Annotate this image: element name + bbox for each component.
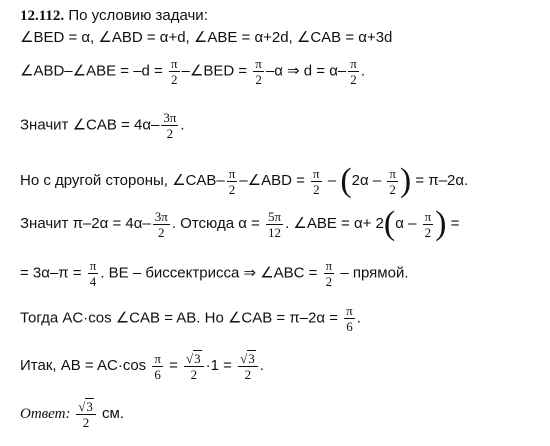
text-segment: Значит π–2α = 4α– bbox=[20, 214, 151, 232]
answer-unit: см. bbox=[97, 404, 125, 422]
text-segment: . bbox=[360, 62, 365, 80]
text-segment: – bbox=[323, 171, 341, 189]
text-segment: . bbox=[180, 116, 185, 134]
text-segment: = bbox=[164, 356, 183, 374]
fraction-denominator: 2 bbox=[190, 367, 198, 382]
fraction-numerator: π bbox=[170, 56, 178, 71]
fraction-numerator: π bbox=[325, 258, 333, 273]
fraction-denominator: 2 bbox=[158, 224, 165, 240]
fraction-denominator: 2 bbox=[325, 274, 333, 289]
fraction bbox=[348, 56, 359, 87]
answer-line bbox=[20, 398, 124, 430]
text-segment: . bbox=[259, 356, 264, 374]
fraction bbox=[169, 56, 180, 87]
right-paren: ) bbox=[435, 205, 447, 242]
fraction-denominator: 2 bbox=[166, 126, 174, 141]
fraction-numerator: π bbox=[350, 56, 357, 71]
text-segment: = π–2α. bbox=[411, 171, 469, 189]
text-segment: = bbox=[446, 214, 460, 232]
given-angles-line: ∠BED = α, ∠ABD = α+d, ∠ABE = α+2d, ∠CAB = α+3d bbox=[20, 29, 393, 46]
fraction-denominator: 2 bbox=[313, 181, 320, 197]
text-segment: . bbox=[356, 309, 361, 327]
cosine-line bbox=[20, 303, 361, 334]
fraction-denominator: 6 bbox=[154, 366, 161, 382]
fraction bbox=[88, 258, 99, 289]
text-segment: ·1 = bbox=[205, 356, 237, 374]
alpha-line bbox=[20, 207, 459, 241]
fraction-denominator: 2 bbox=[82, 415, 90, 430]
fraction bbox=[184, 350, 204, 382]
fraction bbox=[324, 258, 335, 289]
result-line bbox=[20, 350, 264, 382]
right-paren: ) bbox=[399, 162, 412, 199]
sqrt-sign: √ bbox=[240, 351, 248, 366]
answer-label: Ответ bbox=[20, 405, 66, 422]
fraction bbox=[161, 110, 178, 141]
text-segment: –∠ABD = bbox=[239, 171, 310, 189]
fraction-numerator: π bbox=[389, 165, 396, 181]
text-segment: α – bbox=[395, 214, 421, 232]
text-segment: Но с другой стороны, ∠CAB– bbox=[20, 171, 225, 189]
fraction-denominator: 2 bbox=[171, 72, 178, 87]
fraction-denominator: 2 bbox=[350, 72, 357, 87]
fraction bbox=[152, 351, 163, 382]
fraction bbox=[227, 166, 238, 197]
fraction-numerator bbox=[184, 350, 204, 367]
fraction-numerator: π bbox=[154, 350, 161, 366]
fraction bbox=[311, 166, 322, 197]
text-segment: –α ⇒ d = α– bbox=[265, 62, 347, 80]
fraction bbox=[387, 166, 398, 197]
text-segment: : bbox=[65, 405, 75, 422]
text-segment: Итак, AB = AC·cos bbox=[20, 356, 151, 374]
radicand: 3 bbox=[86, 399, 93, 414]
fraction bbox=[423, 209, 434, 240]
text-segment: = 3α–π = bbox=[20, 264, 86, 282]
fraction bbox=[344, 303, 355, 334]
cab-line bbox=[20, 110, 185, 141]
sqrt-sign: √ bbox=[78, 399, 86, 414]
bisector-line bbox=[20, 258, 409, 289]
fraction bbox=[238, 350, 258, 382]
problem-header bbox=[20, 6, 208, 26]
fraction-numerator: π bbox=[424, 208, 432, 224]
radicand: 3 bbox=[248, 351, 255, 366]
fraction-numerator: π bbox=[313, 165, 320, 181]
fraction-numerator bbox=[238, 350, 258, 367]
fraction-numerator: π bbox=[255, 56, 262, 71]
fraction-denominator: 12 bbox=[268, 224, 282, 240]
text-segment: – прямой. bbox=[336, 264, 409, 282]
fraction-denominator: 2 bbox=[228, 181, 236, 197]
text-segment: ∠ABD–∠ABE = –d = bbox=[20, 62, 167, 80]
fraction-denominator: 2 bbox=[424, 224, 432, 240]
fraction-denominator: 2 bbox=[255, 72, 262, 87]
fraction-denominator: 2 bbox=[389, 181, 396, 197]
fraction-numerator: 5π bbox=[267, 208, 282, 224]
fraction bbox=[153, 209, 170, 240]
fraction-denominator: 2 bbox=[244, 367, 252, 382]
left-paren: ( bbox=[340, 162, 352, 199]
text-segment: . Отсюда α = bbox=[171, 214, 264, 232]
sqrt-sign: √ bbox=[186, 351, 194, 366]
problem-number: 12.112. bbox=[20, 8, 65, 24]
fraction bbox=[253, 56, 264, 87]
fraction-denominator: 4 bbox=[89, 274, 97, 289]
fraction-denominator: 6 bbox=[346, 319, 353, 334]
fraction-numerator: π bbox=[346, 303, 353, 318]
text-segment: 2α – bbox=[351, 171, 386, 189]
problem-intro: По условию задачи: bbox=[68, 7, 208, 24]
fraction-numerator: 3π bbox=[154, 208, 168, 224]
fraction bbox=[266, 209, 283, 240]
radicand: 3 bbox=[194, 351, 201, 366]
difference-line bbox=[20, 56, 365, 87]
text-segment: Тогда AC·cos ∠CAB = AB. Но ∠CAB = π–2α = bbox=[20, 309, 343, 327]
fraction-numerator bbox=[76, 398, 96, 415]
fraction-numerator: π bbox=[228, 165, 236, 181]
fraction-numerator: π bbox=[89, 258, 97, 273]
left-paren: ( bbox=[383, 205, 396, 242]
text-segment: . ∠ABE = α+ 2 bbox=[285, 214, 384, 232]
text-segment: –∠BED = bbox=[181, 62, 252, 80]
text-segment: . BE – биссектрисса ⇒ ∠ABC = bbox=[100, 264, 322, 282]
fraction bbox=[76, 398, 96, 430]
text-segment: Значит ∠CAB = 4α– bbox=[20, 116, 160, 134]
fraction-numerator: 3π bbox=[163, 110, 177, 125]
other-side-line bbox=[20, 164, 468, 198]
